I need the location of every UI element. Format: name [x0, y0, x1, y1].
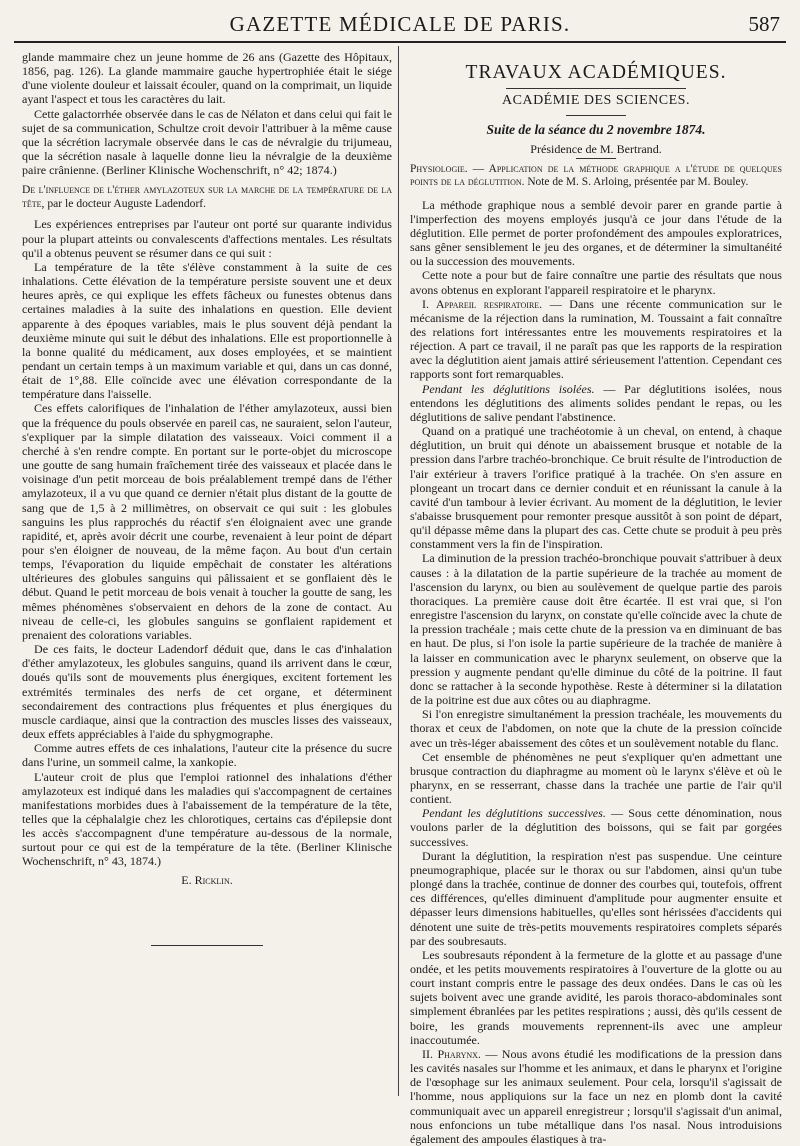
paragraph-text: — Dans une récente communication sur le mécanisme de la réjection dans la rumination, M. Toussaint a fait connaître des relations fort intéressantes entre les mouvements respiratoires et la réjection. A part ce travail, il ne paraît pas que les rapports de la respiration avec la déglutition aient jamais attiré sérieusement l'attention. Cependant ces rapports sont fort remarquables.	[410, 296, 782, 382]
article-title: De l'influence de l'éther amylazoteux sur la marche de la température de la tête,	[22, 183, 392, 211]
paragraph: Cette note a pour but de faire connaître une partie des résultats que nous avons obtenus en explorant l'appareil respiratoire et le pharynx.	[410, 268, 782, 297]
title-rule	[506, 88, 686, 89]
journal-title: GAZETTE MÉDICALE DE PARIS.	[229, 12, 571, 36]
author-signature: E. Ricklin.	[181, 872, 233, 887]
paragraph: Comme autres effets de ces inhalations, l'auteur cite la présence du sucre dans l'urine, un sommeil calme, la xankopie.	[22, 741, 392, 770]
paragraph-text: — Sous cette dénomination, nous voulons parler de la déglutition des boissons, qui se fait par gorgées successives.	[410, 806, 782, 849]
header-rule	[14, 41, 786, 43]
paragraph-text: — Nous avons étudié les modifications de la pression dans les cavités nasales sur l'homme et les animaux, et dans le pharynx et l'origine de l'œsophage sur les animaux seulement. Pour cela, lorsqu'il s'agissait de l'homme, nous appliquions sur la face un nez en plomb dont la cavité communiquait avec un appareil enregistreur ; lorsqu'il s'agissait d'un animal, nous enfoncions un tube métallique dans l'os nasal. Nous introduisions également des ampoules élastiques à tra-	[410, 1046, 782, 1146]
section-subtitle: ACADÉMIE DES SCIENCES.	[502, 93, 690, 108]
communication-heading	[410, 163, 782, 189]
paragraph: Cet ensemble de phénomènes ne peut s'expliquer qu'en admettant une brusque contraction du diaphragme au moment où le larynx s'élève et où le pharynx, en se resserrant, chasse dans la trachée une partie de l'air qu'il contient.	[410, 749, 782, 807]
subsection-label: I. Appareil respiratoire.	[422, 296, 543, 311]
paragraph: Les expériences entreprises par l'auteur ont porté sur quarante individus pour la plupart atteints ou convalescents d'affections mentales. Les résultats qu'il a obtenus peuvent se résumer dans ce qui suit :	[22, 217, 392, 260]
communication-note: Note de M. S. Arloing, présentée par M. Bouley.	[524, 176, 749, 189]
end-rule	[151, 945, 263, 946]
paragraph	[410, 382, 782, 424]
page-number: 587	[748, 12, 780, 36]
paragraph: Quand on a pratiqué une trachéotomie à un cheval, on entend, à chaque déglutition, un bruit qui dénote un abaissement brusque et notable de la pression dans l'arbre trachéo-bronchique. Ce bruit résulte de l'introduction de l'air extérieur à travers l'orifice pratiqué à la trachée. On s'en assure en plongeant un trocart dans ce dernier conduit et en réunissant la canule à la cavité d'un tambour à levier écrivant. Au moment de la déglutition, le levier s'abaisse brusquement pour remonter presque aussitôt à son point de départ, qu'il dépasse même dans la plupart des cas. Cette chute se produit à peu près constamment vers la fin de l'inspiration.	[410, 424, 782, 552]
paragraph: L'auteur croit de plus que l'emploi rationnel des inhalations d'éther amylazoteux est indiqué dans les maladies qui s'accompagnent de certaines manifestations morbides dues à l'abaissement de la température de la tête, telles que la céphalalgie chez les chlorotiques, certains cas d'épilepsie dont les accès s'accompagnent d'une température au-dessous de la normale, surtout pour ce qui est de la température de la tête. (Berliner Klinische Wochenschrift, n° 43, 1874.)	[22, 769, 392, 869]
column-divider	[398, 46, 399, 1096]
paragraph: Si l'on enregistre simultanément la pression trachéale, les mouvements du thorax et ceux de l'abdomen, on note que la chute de la pression coïncide avec un très-léger abaissement des côtes et un soulèvement notable du flanc.	[410, 707, 782, 750]
section-title: TRAVAUX ACADÉMIQUES.	[465, 62, 727, 83]
paragraph	[410, 1047, 782, 1146]
communication-title: Physiologie. — Application de la méthode graphique a l'étude de quelques points de la déglutition.	[410, 163, 782, 189]
paragraph: Durant la déglutition, la respiration n'est pas suspendue. Une ceinture pneumographique, placée sur le thorax ou sur l'abdomen, ainsi qu'un tube plongé dans la trachée, continue de donner des courbes qui, toutefois, offrent ces différences, qu'elles diminuent d'amplitude pour augmenter ensuite et dépasser leurs dimensions habituelles, qu'elles sont hérissées d'accidents qui dénotent une suite de très-petits mouvements respiratoires complets séparés par des soubresauts.	[410, 848, 782, 948]
page-header	[0, 0, 800, 44]
paragraph	[410, 806, 782, 848]
left-column	[22, 50, 392, 946]
subtitle-rule	[566, 115, 626, 116]
paragraph: De ces faits, le docteur Ladendorf déduit que, dans le cas d'inhalation d'éther amylazoteux, les globules sanguins, quand ils arrivent dans le cœur, doués qu'ils sont de mouvements plus énergiques, excitent fortement les extrémités terminales des nerfs de cet organe, et déterminent secondairement des contractions plus fréquentes et plus énergiques du muscle cardiaque, ainsi que la contraction des muscles lisses des vaisseaux, deux effets appréciables à l'aide du sphygmographe.	[22, 642, 392, 742]
paragraph: Cette galactorrhée observée dans le cas de Nélaton et dans celui qui fait le sujet de sa communication, Schultze croit devoir l'attribuer à la même cause que la sécrétion lacrymale observée dans le cas de névralgie du trijumeau, que la sécrétion nasale à laquelle donne lieu la névralgie de la deuxième paire crânienne. (Berliner Klinische Wochenschrift, n° 42; 1874.)	[22, 106, 392, 178]
article-author: par le docteur Auguste Ladendorf.	[44, 197, 207, 211]
paragraph-text: — Par déglutitions isolées, nous entendons les déglutitions des aliments solides pendant le repas, ou les déglutitions de salive pendant l'abstinence.	[410, 381, 782, 424]
right-column	[410, 62, 782, 1146]
paragraph	[410, 297, 782, 382]
subsection-label: II. Pharynx.	[422, 1046, 481, 1061]
paragraph: La température de la tête s'élève constamment à la suite de ces inhalations. Cette élévation de la température persiste souvent une et deux heures après, ce qui explique les effets fâcheux ou funestes obtenus dans certaines maladies à la suite des inhalations en question. Elle devient apparente à des époques variables, mais le plus souvent déjà pendant la deuxième minute qui suit le début des inhalations. Elle est proportionnelle à la bonne qualité du médicament, aux doses employées, et se maintient pendant un certain temps à un maximum variable et qui, dans un cas donné, était de 1°,88. Elle coïncide avec une élévation correspondante de la température dans l'aisselle.	[22, 259, 392, 402]
paragraph: Ces effets calorifiques de l'inhalation de l'éther amylazoteux, aussi bien que la fréquence du pouls observée en pareil cas, ne sauraient, selon l'auteur, s'expliquer par la simple dilatation des vaisseaux. Voici comment il a cherché à s'en rendre compte. En portant sur le porte-objet du microscope une goutte de sang humain fraîchement tirée des vaisseaux et placée dans le voisinage d'un petit morceau de bois préalablement trempé dans de l'éther amylazoteux, il a vu que quand ce dernier n'était plus distant de la goutte de sang que de 1,5 à 2 millimètres, on observait ce qui suit : les globules sanguins les plus rapprochés du réactif s'en éloignaient avec une grande rapidité, et, après avoir décrit une courbe, revenaient à leur point de départ pour s'en éloigner de nouveau, de la même façon. Au bout d'un certain temps, l'évaporation du liquide empêchait de constater les altérations ultérieures des globules sanguins qui pâlissaient et se gonflaient dès le début. Quand le petit morceau de bois venait à toucher la goutte de sang, les mêmes phénomènes s'observaient en dehors de la zone de contact. Au niveau de celle-ci, les globules sanguins se gonflaient rapidement et prenaient des colorations variables.	[22, 401, 392, 642]
paragraph: La diminution de la pression trachéo-bronchique pouvait s'attribuer à deux causes : à la dilatation de la partie supérieure de la trachée au moment de l'ascension du larynx, ou bien au soulèvement de quelque partie des parois thoraciques. La première cause doit être écartée. Il est vrai que, si l'on enregistre l'ascension du larynx, on constate qu'elle coïncide avec la chute de la pression trachéale ; mais cette chute de la pression va en diminuant de bas en haut. De plus, si l'on isole la partie supérieure de la trachée de manière à la laisser en communication avec le pharynx seulement, on observe que la pression y augmente pendant qu'elle diminue du côté de la poitrine. Il faut donc se rattacher à la seconde hypothèse. Reste à déterminer si la dilatation de la poitrine est due aux côtes ou au diaphragme.	[410, 551, 782, 708]
paragraph: Les soubresauts répondent à la fermeture de la glotte et au passage d'une ondée, et les petits mouvements respiratoires à l'ouverture de la glotte ou au court instant compris entre le passage des deux ondées. Dans le cas où les sujets boivent avec une grande avidité, les parois thoraco-abdominales sont simplement ébranlées par les petites respirations ; aussi, dès qu'ils cessent de boire, les grands mouvements reprennent-ils avec une ampleur inaccoutumée.	[410, 947, 782, 1047]
subsection-label: Pendant les déglutitions isolées.	[422, 381, 595, 396]
article-heading	[22, 183, 392, 211]
subsection-label: Pendant les déglutitions successives.	[422, 806, 606, 821]
paragraph: glande mammaire chez un jeune homme de 26 ans (Gazette des Hôpitaux, 1856, pag. 126). La glande mammaire gauche hypertrophiée était le siége d'une violente douleur et laissait écouler, quand on la comprimait, un liquide ayant l'aspect et tous les caractères du lait.	[22, 50, 392, 107]
paragraph: La méthode graphique nous a semblé devoir parer en grande partie à l'imperfection des moyens employés jusqu'à ce jour dans l'étude de la déglutition. Elle permet de porter profondément des ampoules exploratrices, sans gêner sensiblement le jeu des organes, et de déterminer la simultanéité ou la succession des mouvements.	[410, 197, 782, 269]
session-heading: Suite de la séance du 2 novembre 1874.	[486, 122, 706, 137]
presidency-line: Présidence de M. Bertrand.	[530, 142, 662, 156]
presidency-rule	[576, 158, 616, 159]
